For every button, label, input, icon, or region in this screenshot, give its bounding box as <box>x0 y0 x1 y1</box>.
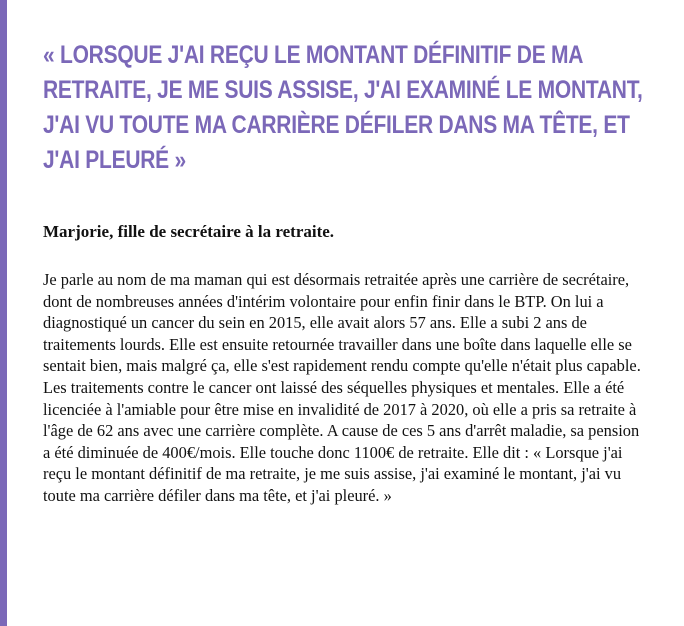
body-paragraph: Je parle au nom de ma maman qui est désormais retraitée après une carrière de secrétaire, dont de nombreuses années d'intérim volontaire pour enfin finir dans le BTP. On lui a diagnostiqué un cancer du sein en 2015, elle avait alors 57 ans. Elle a subi 2 ans de traitements lourds. Elle est ensuite retournée travailler dans une boîte dans laquelle elle se sentait bien, mais malgré ça, elle s'est rapidement rendu compte qu'elle n'était plus capable. Les traitements contre le cancer ont laissé des séquelles physiques et mentales. Elle a été licenciée à l'amiable pour être mise en invalidité de 2017 à 2020, où elle a pris sa retraite à l'âge de 62 ans avec une carrière complète. A cause de ces 5 ans d'arrêt maladie, sa pension a été diminuée de 400€/mois. Elle touche donc 1100€ de retraite. Elle dit : « Lorsque j'ai reçu le montant définitif de ma retraite, je me suis assise, j'ai examiné le montant, j'ai vu toute ma carrière défiler dans ma tête, et j'ai pleuré. » <box>43 270 641 505</box>
article-content <box>43 38 643 505</box>
accent-bar <box>0 0 7 626</box>
byline: Marjorie, fille de secrétaire à la retraite. <box>43 222 335 241</box>
pull-quote: « LORSQUE J'AI REÇU LE MONTANT DÉFINITIF DE MA RETRAITE, JE ME SUIS ASSISE, J'AI EXAMINÉ LE MONTANT, J'AI VU TOUTE MA CARRIÈRE DÉFILER DANS MA TÊTE, ET J'AI PLEURÉ » <box>43 41 643 174</box>
